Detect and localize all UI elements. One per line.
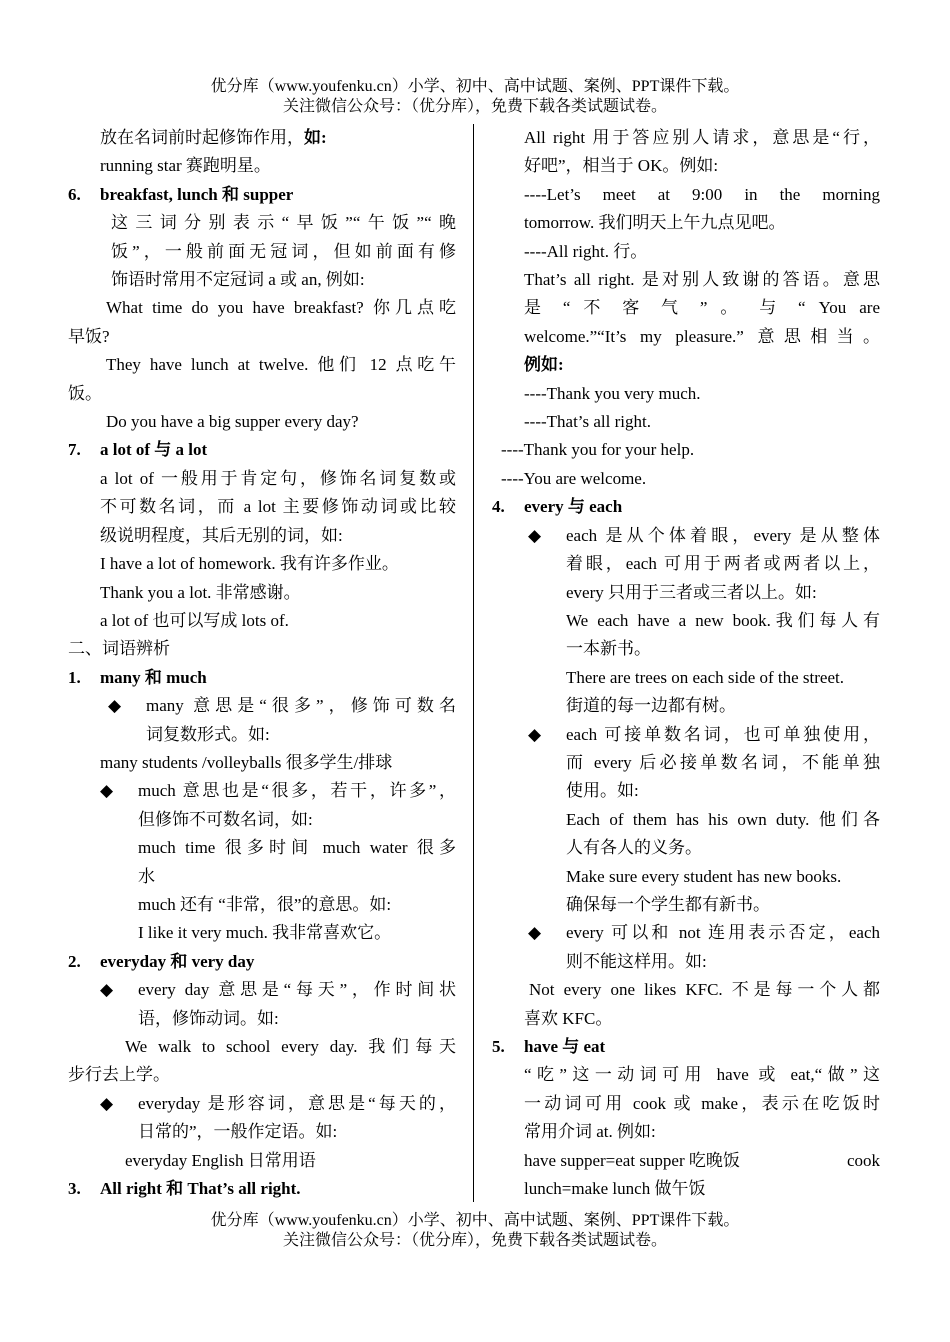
- section-heading-5: 5. have 与 eat: [492, 1037, 606, 1056]
- text-line: 一动词可用 cook 或 make，表示在吃饭时: [524, 1093, 880, 1113]
- text-line: 词复数形式。如:: [146, 724, 270, 744]
- text-line: “吃”这一动词可用 have 或 eat,“做”这: [524, 1065, 880, 1085]
- footer-line-1: 优分库（www.youfenku.cn）小学、初中、高中试题、案例、PPT课件下载。: [210, 1212, 740, 1229]
- text-line: 常用介词 at. 例如:: [524, 1122, 656, 1142]
- page-header: [0, 77, 950, 117]
- text-line: everyday 是形容词，意思是“每天的，: [138, 1093, 456, 1113]
- text-line: Make sure every student has new books.: [566, 866, 842, 886]
- bullet-diamond-icon: ◆: [100, 980, 114, 1000]
- text-line: 确保每一个学生都有新书。: [566, 894, 770, 914]
- bullet-diamond-icon: ◆: [100, 1093, 114, 1113]
- text-line: 例如:: [524, 355, 564, 375]
- bullet-item: [68, 777, 456, 947]
- left-column: [68, 124, 456, 1203]
- section-heading-2: 2. everyday 和 very day: [68, 951, 255, 971]
- text-line: 步行去上学。: [68, 1065, 170, 1085]
- header-line-2: 关注微信公众号：（优分库），免费下载各类试题试卷。: [282, 98, 667, 115]
- text-line: ----Let’s meet at 9:00 in the morning: [524, 184, 880, 204]
- text-line: 街道的每一边都有树。: [566, 696, 736, 716]
- text-line: 喜欢 KFC。: [524, 1008, 613, 1028]
- text-line: 日常的”，一般作定语。如:: [138, 1122, 338, 1142]
- text-line: We walk to school every day. 我们每天: [125, 1037, 456, 1056]
- text-line: We each have a new book.我们每人有: [566, 610, 880, 630]
- text-line: 好吧”，相当于 OK。例如:: [524, 156, 719, 176]
- text-line: every day 意思是“每天”，作时间状: [138, 980, 456, 1000]
- text-line: 放在名词前时起修饰作用，如:: [100, 128, 327, 147]
- text-line: each 是从个体着眼，every 是从整体: [566, 525, 880, 545]
- text-line: ----You are welcome.: [501, 468, 647, 488]
- text-line: many students /volleyballs 很多学生/排球: [100, 752, 393, 772]
- text-line: every 只用于三者或三者以上。如:: [566, 582, 817, 602]
- section-heading-3: 3. All right 和 That’s all right.: [68, 1179, 301, 1199]
- bullet-diamond-icon: ◆: [528, 724, 542, 744]
- text-line: 饭”，一般前面无冠词，但如前面有修: [111, 241, 456, 261]
- text-line: Do you have a big supper every day?: [106, 412, 359, 432]
- text-line: All right 用于答应别人请求，意思是“行，: [524, 128, 880, 147]
- text-line: 但修饰不可数名词，如:: [138, 809, 313, 829]
- text-line: many 意思是“很多”，修饰可数名: [146, 696, 456, 716]
- text-line: I like it very much. 我非常喜欢它。: [138, 923, 392, 943]
- text-line: 则不能这样用。如:: [566, 951, 707, 971]
- text-line: much 意思也是“很多，若干，许多”，: [138, 781, 456, 801]
- text-line: Each of them has his own duty. 他们各: [566, 809, 880, 829]
- text-line: 人有各人的义务。: [566, 838, 702, 858]
- text-line: much 还有 “非常，很”的意思。如:: [138, 894, 392, 914]
- text-line: much time 很多时间 much water 很多: [138, 838, 456, 858]
- text-line: ----All right. 行。: [524, 241, 648, 261]
- page-footer: [0, 1211, 950, 1251]
- bullet-diamond-icon: ◆: [100, 781, 114, 801]
- text-line: 不可数名词，而 a lot 主要修饰动词或比较: [100, 497, 456, 517]
- bullet-item: [68, 1090, 456, 1147]
- bullet-item: [68, 692, 456, 749]
- text-line: 饭。: [68, 383, 102, 403]
- text-line: welcome.”“It’s my pleasure.” 意思相当。: [524, 326, 880, 346]
- text-line: a lot of 也可以写成 lots of.: [100, 610, 289, 630]
- text-line: ----Thank you very much.: [524, 383, 701, 403]
- text-line: 着眼，each 可用于两者或两者以上，: [566, 554, 880, 574]
- bullet-item: [492, 721, 880, 920]
- bullet-diamond-icon: ◆: [108, 696, 122, 716]
- bullet-diamond-icon: ◆: [528, 525, 542, 545]
- column-divider: [473, 124, 474, 1202]
- text-line: 早饭?: [68, 326, 110, 346]
- text-line: 级说明程度，其后无别的词，如:: [100, 525, 343, 545]
- text-line: 一本新书。: [566, 639, 651, 659]
- bullet-item: [492, 522, 880, 721]
- text-line: every 可以和 not 连用表示否定，each: [566, 923, 880, 943]
- text-line: 语，修饰动词。如:: [138, 1008, 279, 1028]
- text-line: There are trees on each side of the street.: [566, 667, 844, 687]
- text-line: Thank you a lot. 非常感谢。: [100, 582, 301, 602]
- text-line: everyday English 日常用语: [125, 1150, 316, 1170]
- part-heading: 二、词语辨析: [68, 639, 170, 659]
- text-line: have supper=eat supper 吃晚饭 cook: [524, 1150, 880, 1170]
- section-heading-7: 7. a lot of 与 a lot: [68, 440, 208, 460]
- right-column: [492, 124, 880, 1203]
- section-heading-4: 4. every 与 each: [492, 497, 623, 517]
- text-line: 水: [138, 866, 155, 886]
- text-line: 是 “ 不 客 气 ” 。 与 “ You are: [524, 298, 880, 318]
- text-line: 这三词分别表示“早饭”“午饭”“晚: [111, 213, 456, 233]
- bullet-item: [492, 919, 880, 976]
- text-line: ----Thank you for your help.: [501, 440, 695, 460]
- text-line: Not every one likes KFC. 不是每一个人都: [529, 980, 880, 1000]
- header-line-1: 优分库（www.youfenku.cn）小学、初中、高中试题、案例、PPT课件下载。: [210, 78, 740, 95]
- text-line: What time do you have breakfast? 你几点吃: [106, 298, 456, 318]
- text-line: I have a lot of homework. 我有许多作业。: [100, 554, 399, 574]
- section-heading-6: 6. breakfast, lunch 和 supper: [68, 184, 294, 204]
- text-line: lunch=make lunch 做午饭: [524, 1179, 706, 1199]
- text-line: tomorrow. 我们明天上午九点见吧。: [524, 213, 786, 233]
- text-line: 饰语时常用不定冠词 a 或 an, 例如:: [111, 270, 365, 290]
- text-line: each 可接单数名词，也可单独使用，: [566, 724, 880, 744]
- section-heading-1: 1. many 和 much: [68, 667, 207, 687]
- text-line: 而 every 后必接单数名词，不能单独: [566, 752, 880, 772]
- text-line: ----That’s all right.: [524, 412, 651, 432]
- text-line: That’s all right. 是对别人致谢的答语。意思: [524, 270, 880, 290]
- text-line: They have lunch at twelve. 他们 12 点吃午: [106, 355, 456, 375]
- text-line: 使用。如:: [566, 781, 639, 801]
- text-line: a lot of 一般用于肯定句，修饰名词复数或: [100, 468, 456, 488]
- text-line: running star 赛跑明星。: [100, 156, 271, 176]
- footer-line-2: 关注微信公众号：（优分库），免费下载各类试题试卷。: [282, 1232, 667, 1249]
- bullet-item: [68, 976, 456, 1033]
- bullet-diamond-icon: ◆: [528, 923, 542, 943]
